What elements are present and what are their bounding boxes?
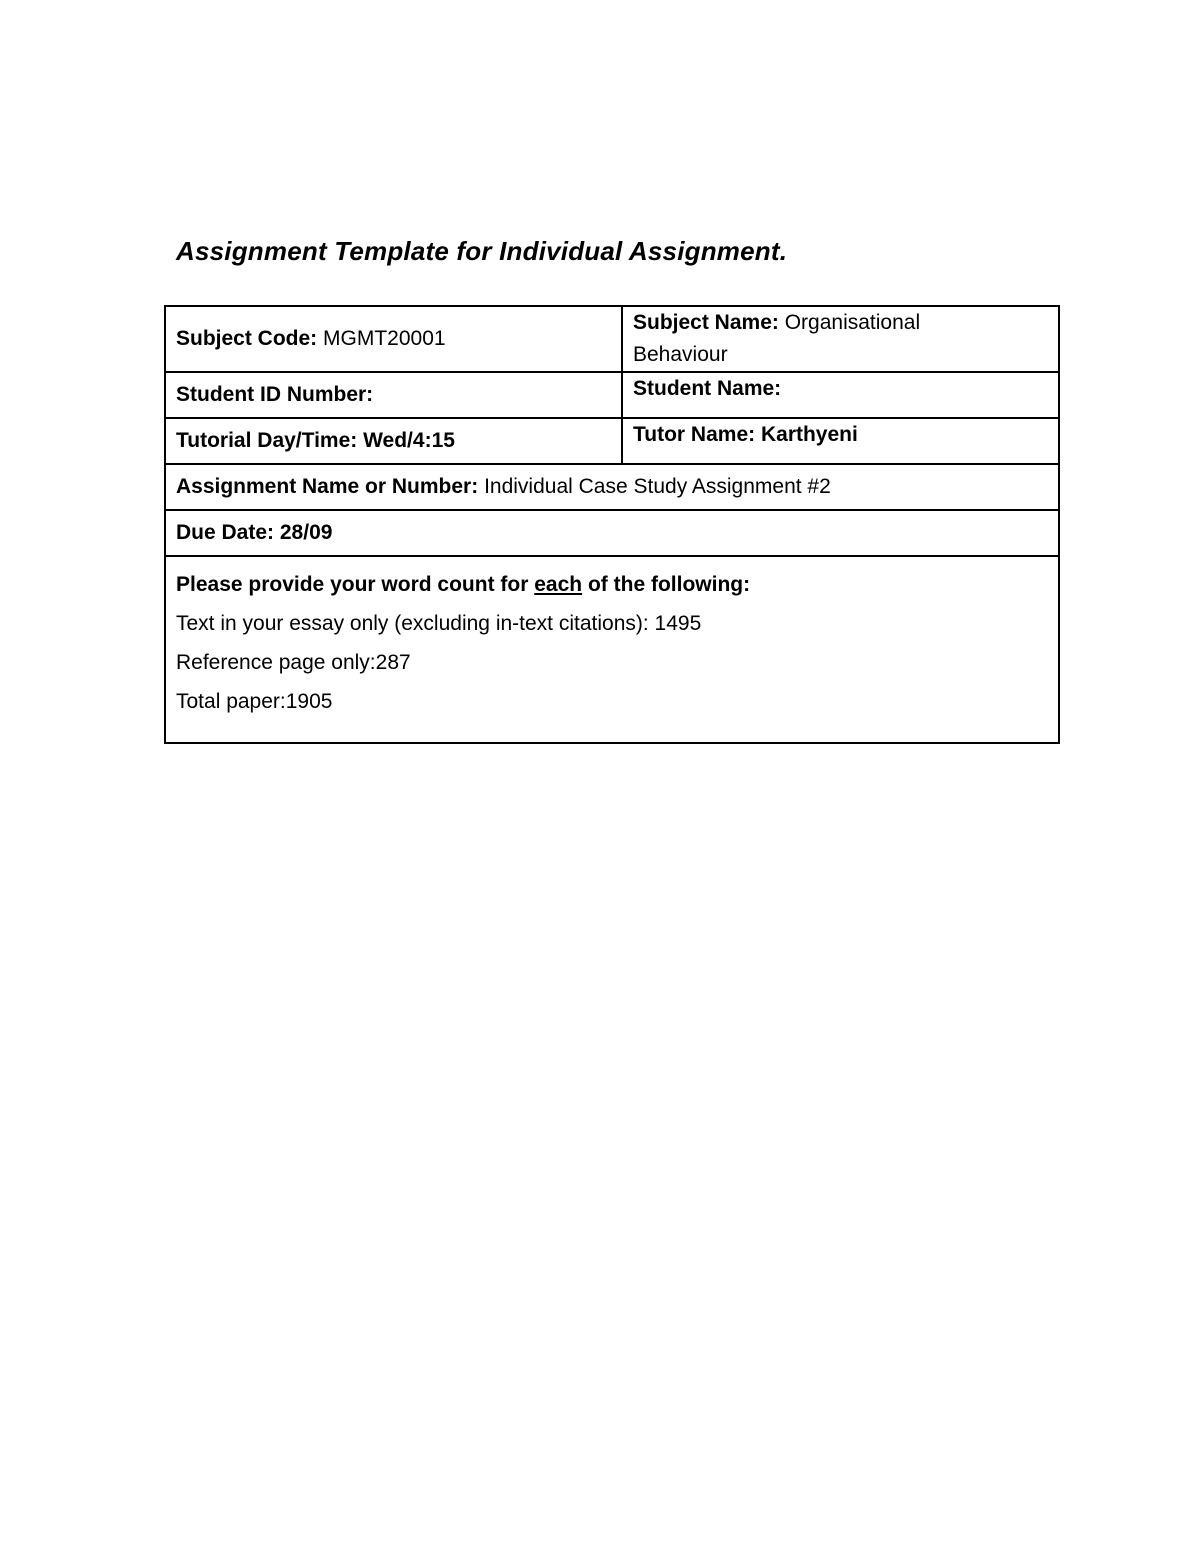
tutor-name-label: Tutor Name: [633,423,756,446]
assignment-name-label: Assignment Name or Number: [176,475,479,498]
table-row [165,556,1059,743]
due-date-value: 28/09 [279,521,333,544]
subject-code-cell [165,306,622,372]
reference-word-count: Reference page only:287 [176,651,411,674]
subject-name-value-continued: Behaviour [633,343,728,366]
subject-name-value: Organisational [784,311,921,334]
tutor-name-value: Karthyeni [760,423,858,446]
subject-name-label: Subject Name: [633,311,779,334]
assignment-cover-table [164,305,1060,744]
essay-word-count: Text in your essay only (excluding in-text citations): 1495 [176,612,702,635]
tutorial-cell [165,418,622,464]
word-count-prompt-emphasis: each [534,573,583,596]
document-title: Assignment Template for Individual Assignment. [176,236,788,266]
student-id-cell [165,372,622,418]
due-date-label: Due Date: [176,521,275,544]
student-id-label: Student ID Number: [176,383,374,406]
due-date-cell [165,510,1059,556]
assignment-name-cell [165,464,1059,510]
student-name-cell [622,372,1059,418]
subject-name-cell [622,306,1059,372]
tutor-name-cell [622,418,1059,464]
tutorial-label: Tutorial Day/Time: [176,429,358,452]
subject-code-value: MGMT20001 [323,327,446,350]
student-name-label: Student Name: [633,377,782,400]
assignment-name-value: Individual Case Study Assignment #2 [484,475,831,498]
table-row [165,306,1059,372]
word-count-prompt-end: of the following: [587,573,751,596]
word-count-cell [165,556,1059,743]
table-row [165,510,1059,556]
table-row [165,372,1059,418]
word-count-prompt-start: Please provide your word count for [176,573,529,596]
table-row [165,464,1059,510]
word-count-prompt [176,565,1048,604]
subject-code-label: Subject Code: [176,327,318,350]
table-row [165,418,1059,464]
tutorial-value: Wed/4:15 [363,429,455,452]
total-word-count: Total paper:1905 [176,690,333,713]
